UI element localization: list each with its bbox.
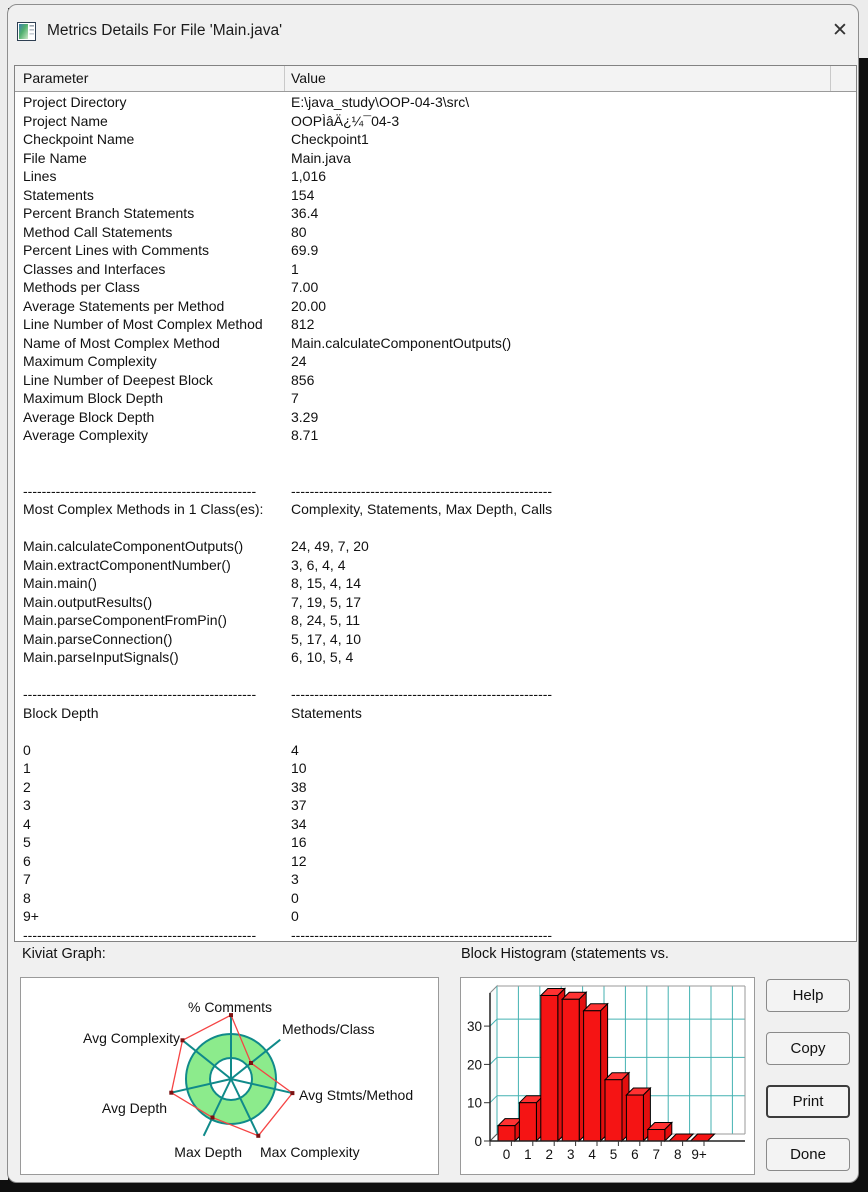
table-row[interactable]: [15, 538, 855, 557]
x-tick-label: 8: [673, 1147, 682, 1162]
value-cell: E:\java_study\OOP-04-3\src\: [291, 94, 470, 110]
y-tick-label: 10: [466, 1095, 482, 1111]
table-row[interactable]: [15, 853, 855, 872]
parameter-cell: Method Call Statements: [23, 223, 173, 240]
kiviat-axis-label: Avg Complexity: [82, 1030, 180, 1046]
value-cell: 24: [291, 353, 307, 369]
parameter-cell: 6: [23, 852, 31, 869]
x-tick-label: 1: [524, 1147, 532, 1162]
value-cell: --------------------------------------------------------: [291, 926, 553, 940]
parameter-cell: Block Depth: [23, 704, 99, 721]
table-row[interactable]: [15, 631, 855, 650]
table-row[interactable]: [15, 742, 855, 761]
y-tick-label: 0: [474, 1134, 482, 1149]
copy-button[interactable]: Copy: [766, 1032, 850, 1065]
table-row[interactable]: [15, 871, 855, 890]
bar-front-face: [648, 1130, 665, 1141]
x-tick-label: 3: [566, 1147, 575, 1162]
value-cell: 36.4: [291, 205, 319, 221]
parameter-cell: 3: [23, 797, 31, 813]
value-cell: 1: [291, 260, 299, 277]
parameter-cell: 7: [23, 871, 31, 887]
x-tick-label: 5: [609, 1147, 618, 1162]
parameter-cell: Methods per Class: [23, 279, 140, 295]
table-row[interactable]: [15, 890, 855, 909]
value-cell: 1,016: [291, 168, 327, 184]
table-row[interactable]: [15, 686, 855, 705]
parameter-cell: File Name: [23, 149, 87, 166]
parameter-cell: Lines: [23, 168, 57, 184]
table-row[interactable]: [15, 723, 855, 742]
bar-front-face: [519, 1103, 536, 1141]
kiviat-axis-label: Avg Depth: [101, 1100, 167, 1116]
metrics-list[interactable]: [14, 65, 857, 942]
bar-flat: [691, 1134, 715, 1141]
value-cell: Complexity, Statements, Max Depth, Calls: [291, 501, 553, 517]
bar-front-face: [626, 1095, 643, 1141]
value-cell: --------------------------------------------------------: [291, 482, 553, 499]
table-row[interactable]: [15, 353, 855, 372]
histogram-label: Block Histogram (statements vs.: [461, 946, 669, 962]
value-cell: 812: [291, 316, 315, 332]
parameter-cell: Project Name: [23, 112, 108, 129]
value-cell: 37: [291, 797, 307, 813]
table-row[interactable]: [15, 797, 855, 816]
table-row[interactable]: [15, 816, 855, 835]
value-cell: 5, 17, 4, 10: [291, 630, 362, 647]
parameter-cell: Main.main(): [23, 575, 97, 591]
kiviat-data-marker: [181, 1038, 185, 1042]
table-row[interactable]: [15, 261, 855, 280]
column-header-stub: [831, 66, 856, 91]
table-row[interactable]: [15, 279, 855, 298]
parameter-cell: --------------------------------------------------: [23, 926, 257, 940]
table-row[interactable]: [15, 908, 855, 927]
kiviat-data-marker: [249, 1061, 253, 1065]
table-row[interactable]: [15, 557, 855, 576]
value-cell: 8, 24, 5, 11: [291, 612, 361, 628]
value-cell: OOPÌâÄ¿¼¯04-3: [291, 112, 400, 129]
table-row[interactable]: [15, 372, 855, 391]
value-cell: 7.00: [291, 279, 319, 295]
parameter-cell: Percent Lines with Comments: [23, 242, 209, 258]
table-row[interactable]: [15, 335, 855, 354]
kiviat-axis-label: Max Depth: [174, 1144, 242, 1160]
table-row[interactable]: [15, 834, 855, 853]
x-tick-label: 0: [502, 1147, 511, 1162]
parameter-cell: Average Block Depth: [23, 408, 155, 425]
parameter-cell: --------------------------------------------------: [23, 482, 257, 499]
table-row[interactable]: [15, 131, 855, 150]
block-histogram-box: [460, 977, 755, 1175]
print-button[interactable]: Print: [766, 1085, 850, 1118]
table-row[interactable]: [15, 705, 855, 724]
value-cell: 80: [291, 223, 307, 240]
parameter-cell: 9+: [23, 908, 39, 924]
table-row[interactable]: [15, 668, 855, 687]
parameter-cell: 1: [23, 760, 31, 776]
parameter-cell: Statements: [23, 186, 94, 203]
parameter-cell: Main.parseInputSignals(): [23, 649, 179, 665]
value-cell: 7: [291, 390, 299, 406]
parameter-cell: Maximum Block Depth: [23, 390, 164, 406]
close-button[interactable]: ✕: [832, 19, 848, 41]
table-row[interactable]: [15, 594, 855, 613]
parameter-cell: Main.parseComponentFromPin(): [23, 612, 227, 628]
app-icon: [17, 22, 36, 41]
value-cell: 7, 19, 5, 17: [291, 593, 362, 610]
metrics-details-dialog: [7, 4, 859, 1183]
parameter-cell: Main.extractComponentNumber(): [23, 556, 231, 573]
parameter-cell: 5: [23, 834, 31, 850]
list-header: [15, 66, 856, 92]
table-row[interactable]: [15, 242, 855, 261]
kiviat-axis-label: Max Complexity: [260, 1144, 360, 1160]
parameter-cell: Name of Most Complex Method: [23, 334, 220, 351]
parameter-cell: Main.calculateComponentOutputs(): [23, 538, 244, 554]
value-cell: 8.71: [291, 427, 319, 443]
parameter-cell: Line Number of Most Complex Method: [23, 316, 263, 332]
y-tick-label: 20: [466, 1057, 482, 1073]
table-row[interactable]: [15, 446, 855, 465]
parameter-cell: 8: [23, 889, 31, 906]
table-row[interactable]: [15, 390, 855, 409]
title-bar: [8, 5, 858, 57]
parameter-cell: Classes and Interfaces: [23, 260, 166, 277]
parameter-cell: Average Complexity: [23, 427, 149, 443]
parameter-cell: Project Directory: [23, 94, 127, 110]
table-row[interactable]: [15, 94, 855, 113]
kiviat-data-marker: [211, 1116, 215, 1120]
kiviat-axis-label: % Comments: [187, 999, 273, 1015]
value-cell: 6, 10, 5, 4: [291, 649, 354, 665]
table-row[interactable]: [15, 187, 855, 206]
x-tick-label: 7: [652, 1147, 661, 1162]
table-row[interactable]: [15, 427, 855, 446]
bar-front-face: [562, 999, 579, 1141]
parameter-cell: Checkpoint Name: [23, 131, 135, 147]
table-row[interactable]: [15, 205, 855, 224]
help-button[interactable]: Help: [766, 979, 850, 1012]
table-row[interactable]: [15, 575, 855, 594]
value-cell: 856: [291, 371, 315, 388]
done-button[interactable]: Done: [766, 1138, 850, 1171]
value-cell: 3.29: [291, 408, 319, 425]
value-cell: 69.9: [291, 242, 319, 258]
kiviat-data-marker: [256, 1134, 260, 1138]
list-rows: [15, 94, 855, 940]
value-cell: 12: [291, 852, 307, 869]
value-cell: 0: [291, 908, 299, 924]
table-row[interactable]: [15, 150, 855, 169]
parameter-cell: 2: [23, 778, 31, 795]
table-row[interactable]: [15, 649, 855, 668]
table-row[interactable]: [15, 612, 855, 631]
parameter-cell: Main.parseConnection(): [23, 630, 173, 647]
value-cell: Main.java: [291, 149, 351, 166]
window-title: Metrics Details For File 'Main.java': [47, 22, 283, 39]
parameter-cell: Most Complex Methods in 1 Class(es):: [23, 501, 264, 517]
parameter-cell: Percent Branch Statements: [23, 205, 195, 221]
table-row[interactable]: [15, 501, 855, 520]
kiviat-data-marker: [290, 1091, 294, 1095]
parameter-cell: Average Statements per Method: [23, 297, 225, 314]
value-cell: Checkpoint1: [291, 131, 369, 147]
parameter-cell: 0: [23, 741, 31, 758]
bar-front-face: [541, 995, 558, 1141]
value-cell: 38: [291, 778, 307, 795]
table-row[interactable]: [15, 168, 855, 187]
value-cell: 154: [291, 186, 315, 203]
value-cell: 10: [291, 760, 307, 776]
column-header-parameter[interactable]: Parameter: [15, 66, 285, 91]
column-header-value[interactable]: Value: [285, 66, 831, 91]
table-row[interactable]: [15, 779, 855, 798]
bar-front-face: [498, 1126, 515, 1141]
value-cell: 16: [291, 834, 307, 850]
table-row[interactable]: [15, 927, 855, 941]
table-row[interactable]: [15, 464, 855, 483]
kiviat-label: Kiviat Graph:: [22, 946, 106, 962]
value-cell: 34: [291, 815, 307, 832]
kiviat-graph: [21, 978, 438, 1174]
value-cell: Main.calculateComponentOutputs(): [291, 334, 512, 351]
y-tick-label: 30: [466, 1019, 482, 1035]
table-row[interactable]: [15, 224, 855, 243]
table-row[interactable]: [15, 760, 855, 779]
table-row[interactable]: [15, 298, 855, 317]
table-row[interactable]: [15, 409, 855, 428]
bar-front-face: [584, 1011, 601, 1141]
x-tick-label: 6: [631, 1147, 639, 1162]
block-histogram: [461, 978, 754, 1174]
value-cell: 0: [291, 889, 299, 906]
value-cell: 3: [291, 871, 299, 887]
value-cell: 4: [291, 741, 299, 758]
bar-flat: [669, 1134, 693, 1141]
parameter-cell: 4: [23, 815, 31, 832]
kiviat-data-marker: [169, 1091, 173, 1095]
value-cell: 24, 49, 7, 20: [291, 538, 369, 554]
parameter-cell: --------------------------------------------------: [23, 686, 257, 702]
value-cell: 3, 6, 4, 4: [291, 556, 346, 573]
table-row[interactable]: [15, 483, 855, 502]
parameter-cell: Line Number of Deepest Block: [23, 371, 213, 388]
value-cell: --------------------------------------------------------: [291, 686, 553, 702]
x-tick-label: 9+: [691, 1147, 707, 1162]
kiviat-axis-label: Methods/Class: [282, 1021, 375, 1037]
kiviat-graph-box: [20, 977, 439, 1175]
bar-front-face: [605, 1080, 622, 1141]
value-cell: 20.00: [291, 297, 327, 314]
table-row[interactable]: [15, 520, 855, 539]
value-cell: Statements: [291, 704, 362, 721]
value-cell: 8, 15, 4, 14: [291, 575, 362, 591]
x-tick-label: 2: [545, 1147, 554, 1162]
table-row[interactable]: [15, 113, 855, 132]
kiviat-axis-label: Avg Stmts/Method: [299, 1087, 414, 1103]
table-row[interactable]: [15, 316, 855, 335]
parameter-cell: Main.outputResults(): [23, 593, 153, 610]
x-tick-label: 4: [588, 1147, 596, 1162]
parameter-cell: Maximum Complexity: [23, 353, 157, 369]
